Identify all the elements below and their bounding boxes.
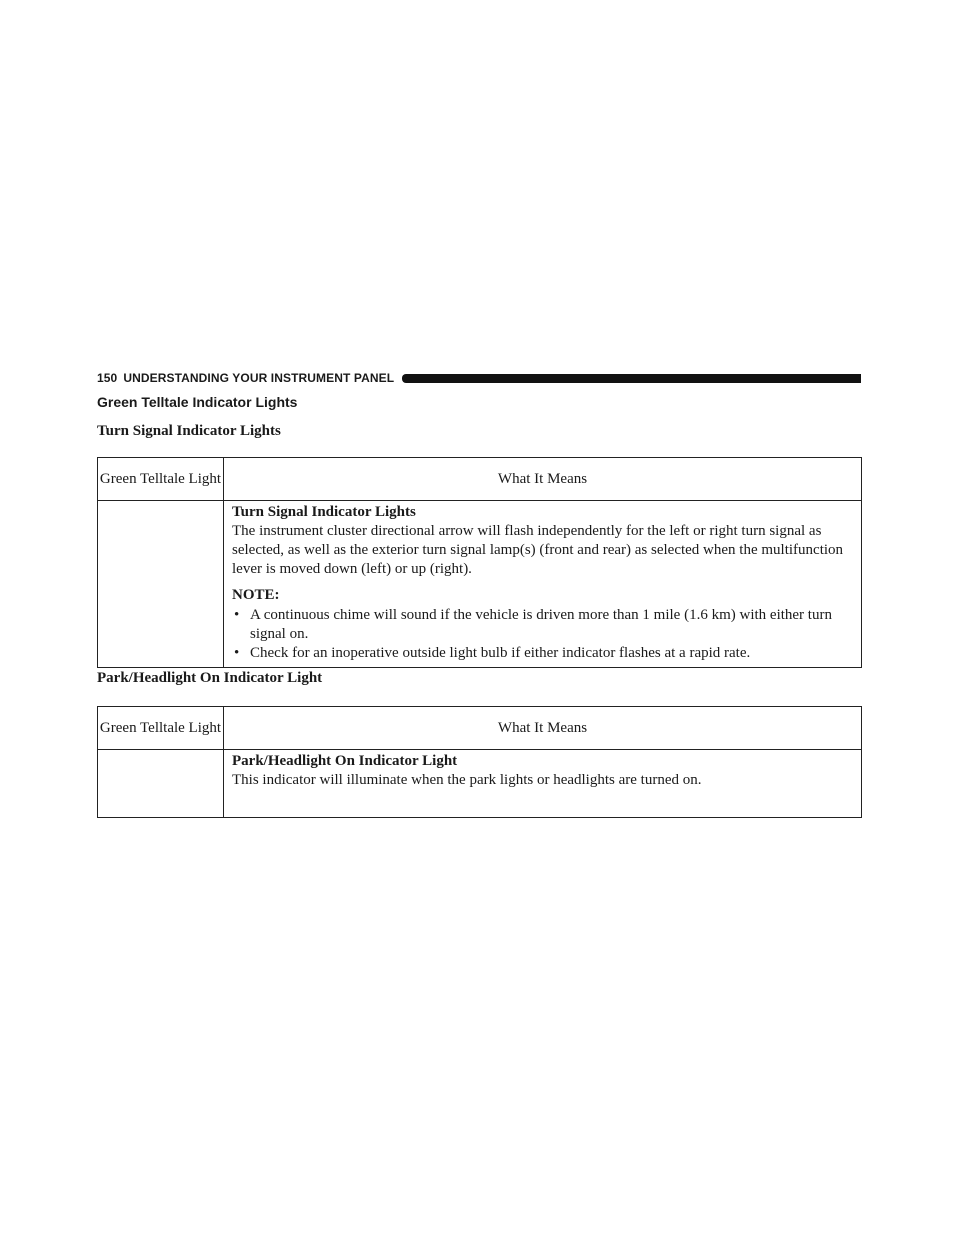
column-header-light: Green Telltale Light xyxy=(98,707,224,750)
table-heading-park-headlight: Park/Headlight On Indicator Light xyxy=(97,670,323,686)
telltale-icon-cell xyxy=(98,501,224,668)
column-header-light: Green Telltale Light xyxy=(98,458,224,501)
meaning-cell xyxy=(224,750,862,818)
page-header xyxy=(97,370,861,386)
row-description: This indicator will illuminate when the park lights or headlights are turned on. xyxy=(232,772,702,788)
note-list xyxy=(232,606,853,663)
table-heading-turn-signal: Turn Signal Indicator Lights xyxy=(97,423,281,439)
row-title: Park/Headlight On Indicator Light xyxy=(232,753,458,769)
section-title: UNDERSTANDING YOUR INSTRUMENT PANEL xyxy=(123,371,395,385)
turn-signal-table xyxy=(97,457,862,668)
list-item: • Check for an inoperative outside light bulb if either indicator flashes at a rapid rate. xyxy=(232,644,853,663)
header-bar xyxy=(402,374,861,383)
page-number: 150 xyxy=(97,371,118,385)
park-headlight-table xyxy=(97,706,862,818)
table-header-row xyxy=(98,707,862,750)
list-item: • A continuous chime will sound if the vehicle is driven more than 1 mile (1.6 km) with either turn signal on. xyxy=(232,606,853,644)
meaning-cell xyxy=(224,501,862,668)
column-header-meaning: What It Means xyxy=(224,707,862,750)
table-header-row xyxy=(98,458,862,501)
column-header-meaning: What It Means xyxy=(224,458,862,501)
note-label: NOTE: xyxy=(232,587,280,603)
table-row xyxy=(98,750,862,818)
telltale-icon-cell xyxy=(98,750,224,818)
section-heading: Green Telltale Indicator Lights xyxy=(97,394,298,410)
row-title: Turn Signal Indicator Lights xyxy=(232,504,416,520)
row-description: The instrument cluster directional arrow will flash independently for the left or right turn signal as selected, as well as the exterior turn signal lamp(s) (front and rear) as selected when the multifunction lever is moved down (left) or up (right). xyxy=(232,523,844,577)
table-row xyxy=(98,501,862,668)
